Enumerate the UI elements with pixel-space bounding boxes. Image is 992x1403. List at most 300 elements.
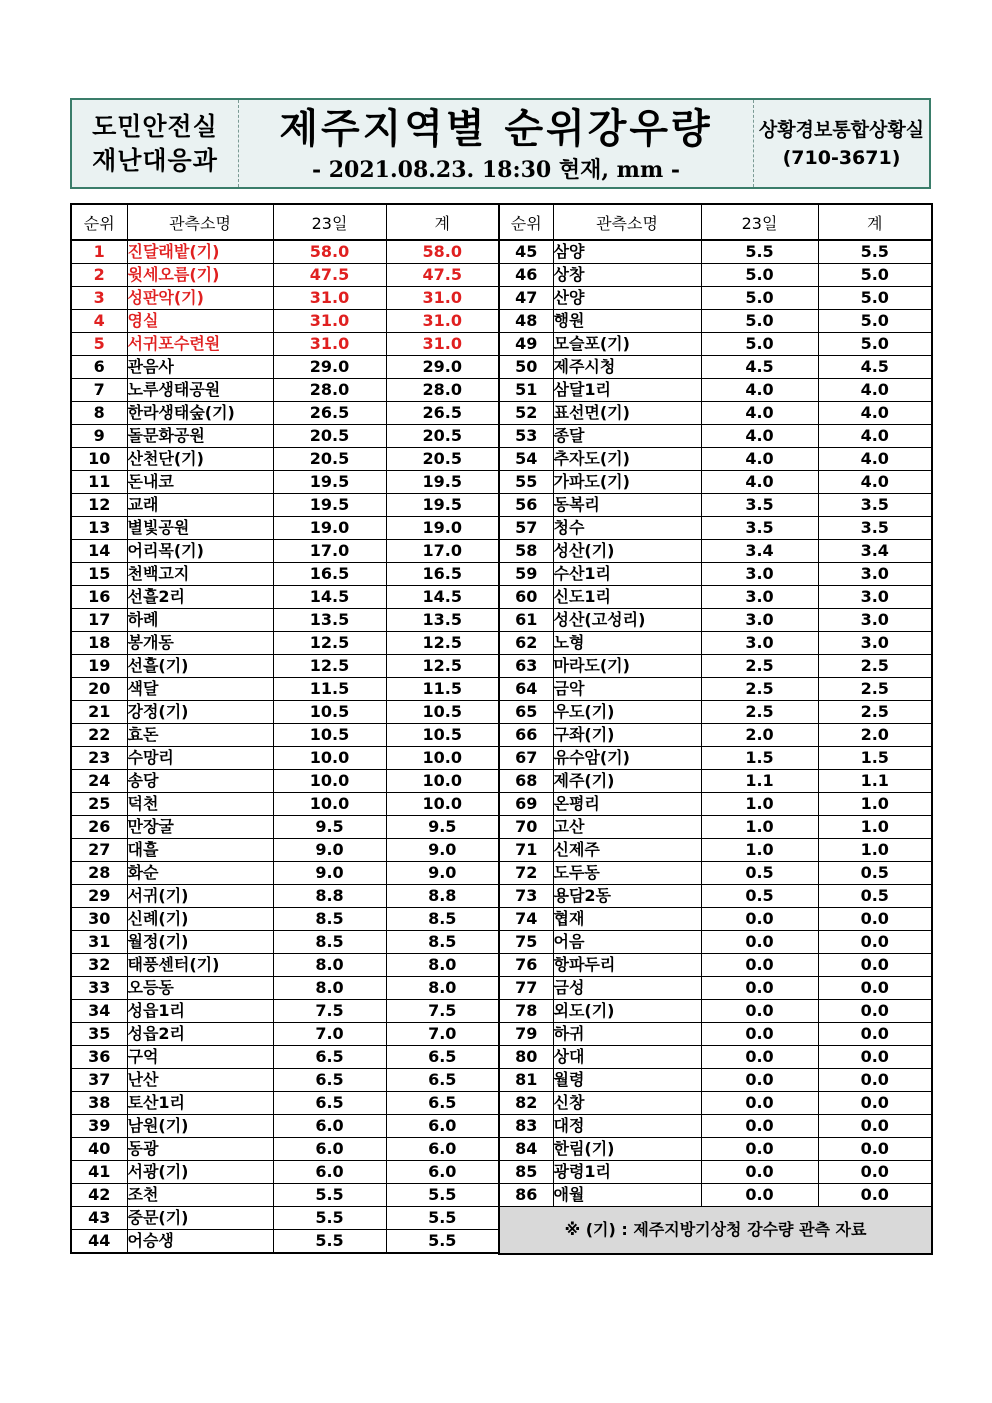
station-name-cell bbox=[127, 379, 273, 402]
rank-cell: 51 bbox=[499, 379, 553, 402]
station-name: 제주(기) bbox=[553, 771, 615, 790]
total-rainfall-cell: 0.0 bbox=[818, 1184, 932, 1207]
rank-cell: 81 bbox=[499, 1069, 553, 1092]
total-rainfall-cell: 6.5 bbox=[386, 1046, 499, 1069]
total-rainfall-cell: 19.0 bbox=[386, 517, 499, 540]
rank-cell: 16 bbox=[71, 586, 127, 609]
day-rainfall-cell: 1.0 bbox=[701, 816, 818, 839]
station-name: 오등동 bbox=[127, 978, 174, 997]
table-row bbox=[71, 793, 499, 816]
table-header-row bbox=[71, 204, 499, 240]
day-rainfall-cell: 28.0 bbox=[273, 379, 386, 402]
station-name: 수산1리 bbox=[553, 564, 612, 583]
total-rainfall-cell: 20.5 bbox=[386, 448, 499, 471]
rank-cell: 80 bbox=[499, 1046, 553, 1069]
total-rainfall-cell: 10.5 bbox=[386, 724, 499, 747]
station-name: 한림(기) bbox=[553, 1139, 615, 1158]
day-rainfall-cell: 0.0 bbox=[701, 954, 818, 977]
station-name-cell bbox=[127, 655, 273, 678]
day-rainfall-cell: 2.5 bbox=[701, 678, 818, 701]
total-rainfall-cell: 19.5 bbox=[386, 494, 499, 517]
total-rainfall-cell: 7.0 bbox=[386, 1023, 499, 1046]
total-rainfall-cell: 3.5 bbox=[818, 517, 932, 540]
day-rainfall-cell: 12.5 bbox=[273, 655, 386, 678]
station-name-cell bbox=[127, 1138, 273, 1161]
rank-cell: 62 bbox=[499, 632, 553, 655]
total-rainfall-cell: 1.0 bbox=[818, 816, 932, 839]
table-row bbox=[499, 425, 932, 448]
station-name-cell bbox=[553, 678, 701, 701]
rank-cell: 45 bbox=[499, 240, 553, 264]
table-row bbox=[499, 1184, 932, 1207]
rank-cell: 35 bbox=[71, 1023, 127, 1046]
station-name-cell bbox=[553, 1069, 701, 1092]
total-rainfall-cell: 58.0 bbox=[386, 240, 499, 264]
day-rainfall-cell: 1.0 bbox=[701, 839, 818, 862]
total-rainfall-cell: 9.0 bbox=[386, 839, 499, 862]
station-name: 토산1리 bbox=[127, 1093, 186, 1112]
station-name-cell bbox=[553, 1046, 701, 1069]
day-rainfall-cell: 2.5 bbox=[701, 701, 818, 724]
table-row bbox=[71, 448, 499, 471]
station-name: 성산(고성리) bbox=[553, 610, 646, 629]
rank-cell: 77 bbox=[499, 977, 553, 1000]
table-row bbox=[499, 862, 932, 885]
station-name: 유수암(기) bbox=[553, 748, 630, 767]
station-name: 덕천 bbox=[127, 794, 159, 813]
rank-cell: 8 bbox=[71, 402, 127, 425]
day-rainfall-cell: 7.0 bbox=[273, 1023, 386, 1046]
station-name-cell bbox=[127, 264, 273, 287]
station-name-cell bbox=[553, 1184, 701, 1207]
rank-cell: 50 bbox=[499, 356, 553, 379]
station-name: 마라도(기) bbox=[553, 656, 630, 675]
rank-cell: 34 bbox=[71, 1000, 127, 1023]
table-row bbox=[499, 793, 932, 816]
rank-cell: 29 bbox=[71, 885, 127, 908]
rank-cell: 47 bbox=[499, 287, 553, 310]
total-rainfall-cell: 29.0 bbox=[386, 356, 499, 379]
total-rainfall-cell: 3.5 bbox=[818, 494, 932, 517]
total-rainfall-cell: 1.0 bbox=[818, 839, 932, 862]
day-rainfall-cell: 47.5 bbox=[273, 264, 386, 287]
table-row bbox=[71, 1184, 499, 1207]
total-rainfall-cell: 4.0 bbox=[818, 379, 932, 402]
total-rainfall-cell: 0.0 bbox=[818, 954, 932, 977]
total-rainfall-cell: 26.5 bbox=[386, 402, 499, 425]
rank-cell: 55 bbox=[499, 471, 553, 494]
day-rainfall-cell: 2.5 bbox=[701, 655, 818, 678]
rank-cell: 65 bbox=[499, 701, 553, 724]
rank-cell: 11 bbox=[71, 471, 127, 494]
station-name-cell bbox=[127, 333, 273, 356]
table-row bbox=[499, 701, 932, 724]
station-name: 진달래밭(기) bbox=[127, 242, 220, 261]
table-row bbox=[499, 1023, 932, 1046]
day-rainfall-cell: 26.5 bbox=[273, 402, 386, 425]
station-name: 외도(기) bbox=[553, 1001, 615, 1020]
day-rainfall-cell: 9.0 bbox=[273, 839, 386, 862]
total-rainfall-cell: 2.5 bbox=[818, 701, 932, 724]
table-row bbox=[499, 839, 932, 862]
day-rainfall-cell: 10.0 bbox=[273, 793, 386, 816]
station-name-cell bbox=[553, 908, 701, 931]
table-row bbox=[499, 816, 932, 839]
station-name: 색달 bbox=[127, 679, 159, 698]
rank-cell: 66 bbox=[499, 724, 553, 747]
day-rainfall-cell: 4.0 bbox=[701, 379, 818, 402]
table-row bbox=[499, 1000, 932, 1023]
rank-cell: 52 bbox=[499, 402, 553, 425]
station-name: 신도1리 bbox=[553, 587, 612, 606]
table-row bbox=[499, 977, 932, 1000]
rank-cell: 48 bbox=[499, 310, 553, 333]
station-name: 남원(기) bbox=[127, 1116, 189, 1135]
station-name: 돌문화공원 bbox=[127, 426, 205, 445]
total-rainfall-cell: 10.0 bbox=[386, 770, 499, 793]
table-row bbox=[499, 448, 932, 471]
station-name-cell bbox=[127, 632, 273, 655]
station-name-cell bbox=[553, 632, 701, 655]
rank-cell: 17 bbox=[71, 609, 127, 632]
rank-cell: 71 bbox=[499, 839, 553, 862]
rank-cell: 13 bbox=[71, 517, 127, 540]
station-name-cell bbox=[553, 724, 701, 747]
table-row bbox=[71, 471, 499, 494]
station-name: 애월 bbox=[553, 1185, 585, 1204]
rank-cell: 83 bbox=[499, 1115, 553, 1138]
rank-cell: 43 bbox=[71, 1207, 127, 1230]
table-row bbox=[71, 1023, 499, 1046]
total-rainfall-cell: 11.5 bbox=[386, 678, 499, 701]
station-name: 산양 bbox=[553, 288, 585, 307]
day-rainfall-cell: 11.5 bbox=[273, 678, 386, 701]
day-rainfall-cell: 6.0 bbox=[273, 1161, 386, 1184]
day-rainfall-cell: 58.0 bbox=[273, 240, 386, 264]
day-rainfall-cell: 31.0 bbox=[273, 333, 386, 356]
station-name: 하귀 bbox=[553, 1024, 585, 1043]
total-rainfall-cell: 20.5 bbox=[386, 425, 499, 448]
station-name-cell bbox=[553, 839, 701, 862]
station-name-cell bbox=[127, 908, 273, 931]
station-name-cell bbox=[553, 356, 701, 379]
rank-cell: 1 bbox=[71, 240, 127, 264]
station-name: 용담2동 bbox=[553, 886, 612, 905]
station-name-cell bbox=[127, 770, 273, 793]
rank-cell: 38 bbox=[71, 1092, 127, 1115]
station-name-cell bbox=[553, 333, 701, 356]
total-rainfall-cell: 5.0 bbox=[818, 264, 932, 287]
day-rainfall-cell: 16.5 bbox=[273, 563, 386, 586]
day-rainfall-cell: 19.0 bbox=[273, 517, 386, 540]
station-name-cell bbox=[127, 402, 273, 425]
station-name-cell bbox=[127, 471, 273, 494]
total-rainfall-cell: 4.5 bbox=[818, 356, 932, 379]
rank-cell: 85 bbox=[499, 1161, 553, 1184]
day-rainfall-cell: 5.5 bbox=[701, 240, 818, 264]
rank-cell: 24 bbox=[71, 770, 127, 793]
station-name-cell bbox=[553, 1092, 701, 1115]
total-rainfall-cell: 5.5 bbox=[818, 240, 932, 264]
day-rainfall-cell: 3.0 bbox=[701, 609, 818, 632]
table-row bbox=[71, 402, 499, 425]
station-name: 서귀(기) bbox=[127, 886, 189, 905]
station-name-cell bbox=[127, 517, 273, 540]
station-name: 광령1리 bbox=[553, 1162, 612, 1181]
station-name: 표선면(기) bbox=[553, 403, 630, 422]
station-name: 신제주 bbox=[553, 840, 600, 859]
station-name-cell bbox=[553, 862, 701, 885]
table-row bbox=[71, 240, 499, 264]
table-row bbox=[71, 586, 499, 609]
table-row bbox=[71, 678, 499, 701]
rank-cell: 9 bbox=[71, 425, 127, 448]
day-rainfall-cell: 4.5 bbox=[701, 356, 818, 379]
day-rainfall-cell: 6.5 bbox=[273, 1069, 386, 1092]
day-rainfall-cell: 5.0 bbox=[701, 310, 818, 333]
station-name-cell bbox=[127, 793, 273, 816]
col-total-header: 계 bbox=[818, 204, 932, 240]
note-row bbox=[499, 1207, 932, 1255]
station-name: 대흘 bbox=[127, 840, 159, 859]
day-rainfall-cell: 10.5 bbox=[273, 724, 386, 747]
table-row bbox=[71, 563, 499, 586]
rank-cell: 67 bbox=[499, 747, 553, 770]
total-rainfall-cell: 4.0 bbox=[818, 425, 932, 448]
rank-cell: 57 bbox=[499, 517, 553, 540]
day-rainfall-cell: 6.0 bbox=[273, 1115, 386, 1138]
table-row bbox=[71, 954, 499, 977]
day-rainfall-cell: 4.0 bbox=[701, 471, 818, 494]
station-name-cell bbox=[553, 885, 701, 908]
table-row bbox=[71, 517, 499, 540]
day-rainfall-cell: 0.0 bbox=[701, 1184, 818, 1207]
station-name: 성읍2리 bbox=[127, 1024, 186, 1043]
station-name-cell bbox=[553, 563, 701, 586]
total-rainfall-cell: 0.0 bbox=[818, 1138, 932, 1161]
station-name-cell bbox=[127, 885, 273, 908]
report-header bbox=[70, 98, 931, 189]
total-rainfall-cell: 10.5 bbox=[386, 701, 499, 724]
table-row bbox=[71, 310, 499, 333]
total-rainfall-cell: 0.0 bbox=[818, 1161, 932, 1184]
rank-cell: 58 bbox=[499, 540, 553, 563]
rank-cell: 42 bbox=[71, 1184, 127, 1207]
total-rainfall-cell: 5.5 bbox=[386, 1230, 499, 1254]
table-row bbox=[71, 287, 499, 310]
day-rainfall-cell: 1.5 bbox=[701, 747, 818, 770]
rank-cell: 73 bbox=[499, 885, 553, 908]
station-name: 만장굴 bbox=[127, 817, 174, 836]
rank-cell: 22 bbox=[71, 724, 127, 747]
rank-cell: 3 bbox=[71, 287, 127, 310]
day-rainfall-cell: 0.0 bbox=[701, 1023, 818, 1046]
station-name-cell bbox=[127, 1046, 273, 1069]
total-rainfall-cell: 47.5 bbox=[386, 264, 499, 287]
total-rainfall-cell: 8.0 bbox=[386, 954, 499, 977]
table-row bbox=[499, 655, 932, 678]
table-row bbox=[71, 333, 499, 356]
table-row bbox=[71, 1138, 499, 1161]
contact-box bbox=[754, 100, 929, 187]
table-row bbox=[499, 310, 932, 333]
total-rainfall-cell: 0.0 bbox=[818, 1069, 932, 1092]
rank-cell: 28 bbox=[71, 862, 127, 885]
station-name: 하례 bbox=[127, 610, 159, 629]
rank-cell: 19 bbox=[71, 655, 127, 678]
table-row bbox=[71, 264, 499, 287]
station-name: 삼양 bbox=[553, 242, 585, 261]
station-name-cell bbox=[127, 609, 273, 632]
table-row bbox=[499, 402, 932, 425]
station-name-cell bbox=[127, 862, 273, 885]
rank-cell: 49 bbox=[499, 333, 553, 356]
day-rainfall-cell: 0.0 bbox=[701, 1046, 818, 1069]
total-rainfall-cell: 0.5 bbox=[818, 885, 932, 908]
station-name-cell bbox=[553, 977, 701, 1000]
table-row bbox=[499, 609, 932, 632]
station-name: 온평리 bbox=[553, 794, 600, 813]
rank-cell: 36 bbox=[71, 1046, 127, 1069]
rank-cell: 72 bbox=[499, 862, 553, 885]
title-box bbox=[239, 100, 754, 187]
rank-cell: 44 bbox=[71, 1230, 127, 1254]
day-rainfall-cell: 0.0 bbox=[701, 1138, 818, 1161]
day-rainfall-cell: 9.5 bbox=[273, 816, 386, 839]
table-row bbox=[499, 1161, 932, 1184]
station-name: 돈내코 bbox=[127, 472, 174, 491]
total-rainfall-cell: 0.0 bbox=[818, 931, 932, 954]
station-name: 종달 bbox=[553, 426, 585, 445]
station-name-cell bbox=[127, 494, 273, 517]
station-name-cell bbox=[553, 816, 701, 839]
station-name-cell bbox=[553, 310, 701, 333]
day-rainfall-cell: 31.0 bbox=[273, 287, 386, 310]
station-name-cell bbox=[127, 448, 273, 471]
station-name-cell bbox=[127, 931, 273, 954]
day-rainfall-cell: 8.0 bbox=[273, 977, 386, 1000]
day-rainfall-cell: 6.5 bbox=[273, 1092, 386, 1115]
total-rainfall-cell: 3.0 bbox=[818, 586, 932, 609]
station-name: 추자도(기) bbox=[553, 449, 630, 468]
station-name: 선흘2리 bbox=[127, 587, 186, 606]
rank-cell: 79 bbox=[499, 1023, 553, 1046]
total-rainfall-cell: 8.5 bbox=[386, 931, 499, 954]
day-rainfall-cell: 14.5 bbox=[273, 586, 386, 609]
col-station-header: 관측소명 bbox=[127, 204, 273, 240]
day-rainfall-cell: 0.0 bbox=[701, 1115, 818, 1138]
station-name-cell bbox=[553, 494, 701, 517]
table-row bbox=[499, 1092, 932, 1115]
station-name: 어승생 bbox=[127, 1231, 174, 1250]
rank-cell: 68 bbox=[499, 770, 553, 793]
day-rainfall-cell: 0.0 bbox=[701, 1000, 818, 1023]
station-name-cell bbox=[127, 1161, 273, 1184]
station-name-cell bbox=[553, 954, 701, 977]
total-rainfall-cell: 17.0 bbox=[386, 540, 499, 563]
total-rainfall-cell: 0.5 bbox=[818, 862, 932, 885]
table-row bbox=[71, 770, 499, 793]
station-name-cell bbox=[553, 264, 701, 287]
total-rainfall-cell: 0.0 bbox=[818, 977, 932, 1000]
station-name-cell bbox=[127, 1069, 273, 1092]
day-rainfall-cell: 17.0 bbox=[273, 540, 386, 563]
total-rainfall-cell: 5.5 bbox=[386, 1184, 499, 1207]
day-rainfall-cell: 4.0 bbox=[701, 448, 818, 471]
rank-cell: 39 bbox=[71, 1115, 127, 1138]
contact-phone: (710-3671) bbox=[782, 146, 901, 169]
day-rainfall-cell: 3.5 bbox=[701, 494, 818, 517]
rank-cell: 41 bbox=[71, 1161, 127, 1184]
total-rainfall-cell: 13.5 bbox=[386, 609, 499, 632]
station-name: 동광 bbox=[127, 1139, 159, 1158]
table-row bbox=[71, 655, 499, 678]
page-title: 제주지역별 순위강우량 bbox=[279, 105, 713, 152]
station-name-cell bbox=[553, 1023, 701, 1046]
station-name-cell bbox=[553, 586, 701, 609]
table-row bbox=[499, 356, 932, 379]
station-name: 구억 bbox=[127, 1047, 159, 1066]
day-rainfall-cell: 0.5 bbox=[701, 885, 818, 908]
station-name: 송당 bbox=[127, 771, 159, 790]
table-row bbox=[499, 1138, 932, 1161]
station-name-cell bbox=[553, 379, 701, 402]
station-name-cell bbox=[553, 240, 701, 264]
station-name-cell bbox=[127, 240, 273, 264]
total-rainfall-cell: 3.0 bbox=[818, 632, 932, 655]
station-name: 가파도(기) bbox=[553, 472, 630, 491]
total-rainfall-cell: 4.0 bbox=[818, 471, 932, 494]
total-rainfall-cell: 3.0 bbox=[818, 563, 932, 586]
station-name: 월령 bbox=[553, 1070, 585, 1089]
day-rainfall-cell: 3.0 bbox=[701, 563, 818, 586]
station-name: 관음사 bbox=[127, 357, 174, 376]
table-row bbox=[499, 333, 932, 356]
day-rainfall-cell: 2.0 bbox=[701, 724, 818, 747]
rank-cell: 59 bbox=[499, 563, 553, 586]
table-row bbox=[71, 1046, 499, 1069]
day-rainfall-cell: 4.0 bbox=[701, 402, 818, 425]
station-name-cell bbox=[127, 1000, 273, 1023]
rainfall-table-left bbox=[70, 203, 500, 1254]
total-rainfall-cell: 4.0 bbox=[818, 402, 932, 425]
col-day-header: 23일 bbox=[273, 204, 386, 240]
day-rainfall-cell: 8.8 bbox=[273, 885, 386, 908]
total-rainfall-cell: 28.0 bbox=[386, 379, 499, 402]
day-rainfall-cell: 3.0 bbox=[701, 586, 818, 609]
station-name-cell bbox=[127, 747, 273, 770]
day-rainfall-cell: 8.5 bbox=[273, 908, 386, 931]
total-rainfall-cell: 19.5 bbox=[386, 471, 499, 494]
day-rainfall-cell: 4.0 bbox=[701, 425, 818, 448]
department-line2: 재난대응과 bbox=[92, 145, 218, 175]
rank-cell: 70 bbox=[499, 816, 553, 839]
rank-cell: 25 bbox=[71, 793, 127, 816]
table-row bbox=[71, 816, 499, 839]
rank-cell: 27 bbox=[71, 839, 127, 862]
rank-cell: 2 bbox=[71, 264, 127, 287]
total-rainfall-cell: 6.0 bbox=[386, 1161, 499, 1184]
rank-cell: 69 bbox=[499, 793, 553, 816]
station-name: 산천단(기) bbox=[127, 449, 204, 468]
day-rainfall-cell: 19.5 bbox=[273, 471, 386, 494]
total-rainfall-cell: 0.0 bbox=[818, 908, 932, 931]
table-row bbox=[71, 862, 499, 885]
day-rainfall-cell: 7.5 bbox=[273, 1000, 386, 1023]
total-rainfall-cell: 6.0 bbox=[386, 1138, 499, 1161]
table-row bbox=[71, 977, 499, 1000]
total-rainfall-cell: 8.0 bbox=[386, 977, 499, 1000]
